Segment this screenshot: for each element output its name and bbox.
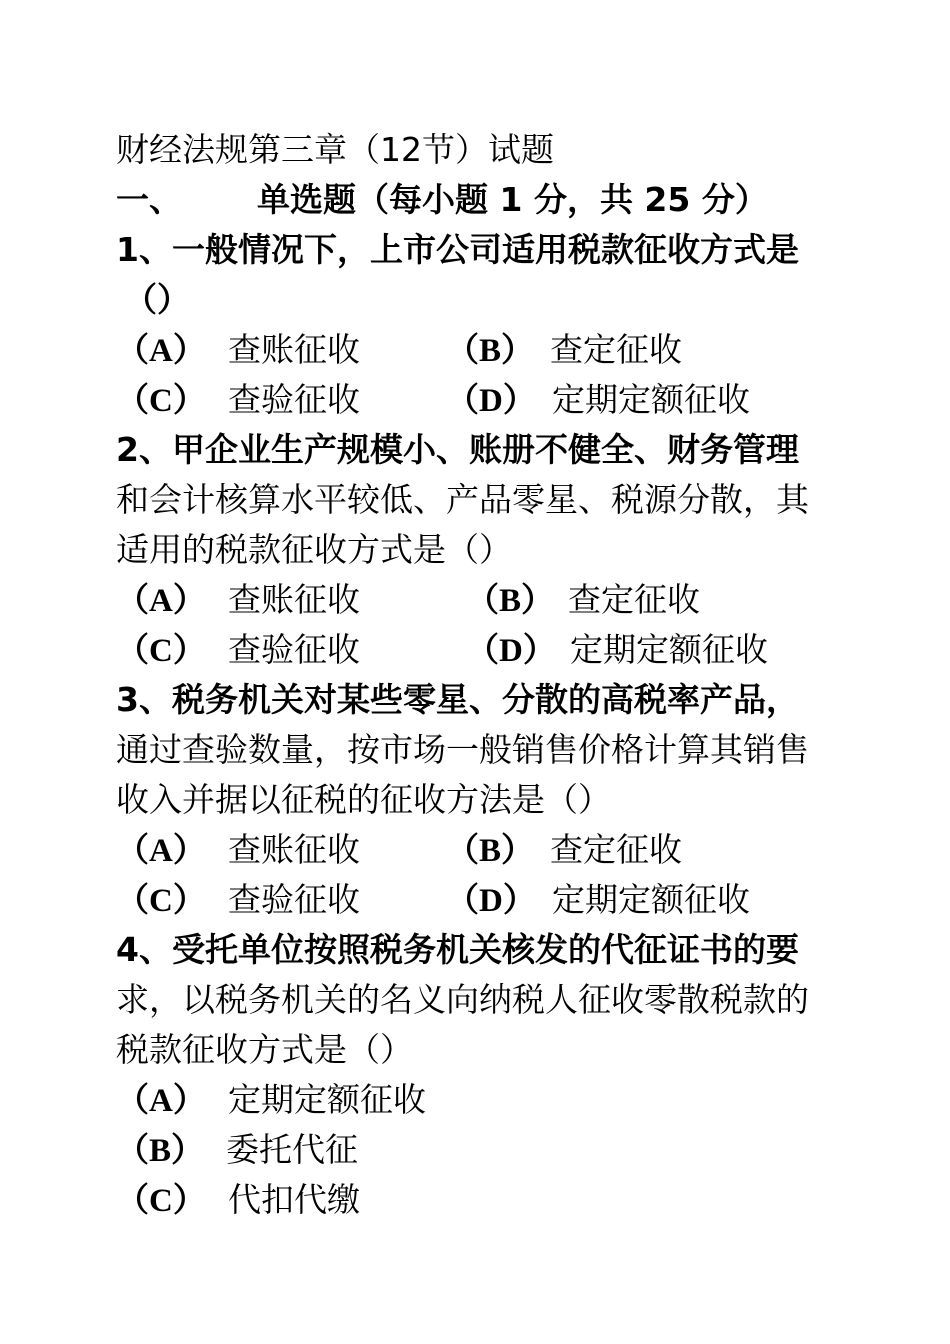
question-2-text-line-1: 2、甲企业生产规模小、账册不健全、财务管理 xyxy=(116,430,799,469)
option-c-text: 查验征收 xyxy=(228,630,360,669)
option-a-text: 定期定额征收 xyxy=(228,1080,426,1119)
question-4-text-line-2: 求，以税务机关的名义向纳税人征收零散税款的 xyxy=(116,980,809,1019)
option-label: （C） xyxy=(116,1183,206,1219)
option-d-text: 定期定额征收 xyxy=(570,630,768,669)
question-2-text-line-3: 适用的税款征收方式是（） xyxy=(116,530,512,569)
option-label: （A） xyxy=(116,583,206,619)
option-c xyxy=(116,628,206,672)
section-heading xyxy=(116,178,768,222)
option-c-text: 代扣代缴 xyxy=(228,1180,360,1219)
option-label: （A） xyxy=(116,1083,206,1119)
option-c xyxy=(116,378,206,422)
option-d xyxy=(466,628,556,672)
option-b-text: 查定征收 xyxy=(550,830,682,869)
option-label: （D） xyxy=(446,883,536,919)
option-label: （B） xyxy=(446,333,535,369)
question-1-text-line-1: 1、一般情况下，上市公司适用税款征收方式是 xyxy=(116,230,799,269)
option-d xyxy=(446,378,536,422)
question-3-text-line-1: 3、税务机关对某些零星、分散的高税率产品， xyxy=(116,680,799,719)
option-a xyxy=(116,578,206,622)
option-c xyxy=(116,878,206,922)
question-2-text-line-2: 和会计核算水平较低、产品零星、税源分散，其 xyxy=(116,480,809,519)
option-a-text: 查账征收 xyxy=(228,830,360,869)
option-b-text: 查定征收 xyxy=(550,330,682,369)
option-b xyxy=(116,1128,204,1172)
option-label: （D） xyxy=(446,383,536,419)
option-label: （A） xyxy=(116,833,206,869)
question-4-text-line-3: 税款征收方式是（） xyxy=(116,1030,413,1069)
option-b xyxy=(446,328,534,372)
question-4-text-line-1: 4、受托单位按照税务机关核发的代征证书的要 xyxy=(116,930,799,969)
option-a xyxy=(116,828,206,872)
option-c-text: 查验征收 xyxy=(228,380,360,419)
option-d xyxy=(446,878,536,922)
question-1-text-line-2: （） xyxy=(124,280,190,319)
option-b-text: 查定征收 xyxy=(568,580,700,619)
option-a-text: 查账征收 xyxy=(228,580,360,619)
option-b xyxy=(466,578,554,622)
section-title: 单选题（每小题 1 分，共 25 分） xyxy=(257,180,768,219)
option-a xyxy=(116,1078,206,1122)
option-label: （C） xyxy=(116,633,206,669)
option-b-text: 委托代征 xyxy=(226,1130,358,1169)
option-label: （A） xyxy=(116,333,206,369)
option-d-text: 定期定额征收 xyxy=(552,880,750,919)
question-3-text-line-3: 收入并据以征税的征收方法是（） xyxy=(116,780,611,819)
document-title: 财经法规第三章（12节）试题 xyxy=(116,130,554,169)
option-label: （C） xyxy=(116,883,206,919)
option-d-text: 定期定额征收 xyxy=(552,380,750,419)
option-a-text: 查账征收 xyxy=(228,330,360,369)
option-b xyxy=(446,828,534,872)
option-label: （C） xyxy=(116,383,206,419)
option-label: （B） xyxy=(466,583,555,619)
option-c xyxy=(116,1178,206,1222)
section-number: 一、 xyxy=(116,180,182,219)
question-3-text-line-2: 通过查验数量，按市场一般销售价格计算其销售 xyxy=(116,730,809,769)
option-label: （B） xyxy=(446,833,535,869)
option-a xyxy=(116,328,206,372)
option-c-text: 查验征收 xyxy=(228,880,360,919)
option-label: （D） xyxy=(466,633,556,669)
option-label: （B） xyxy=(116,1133,205,1169)
